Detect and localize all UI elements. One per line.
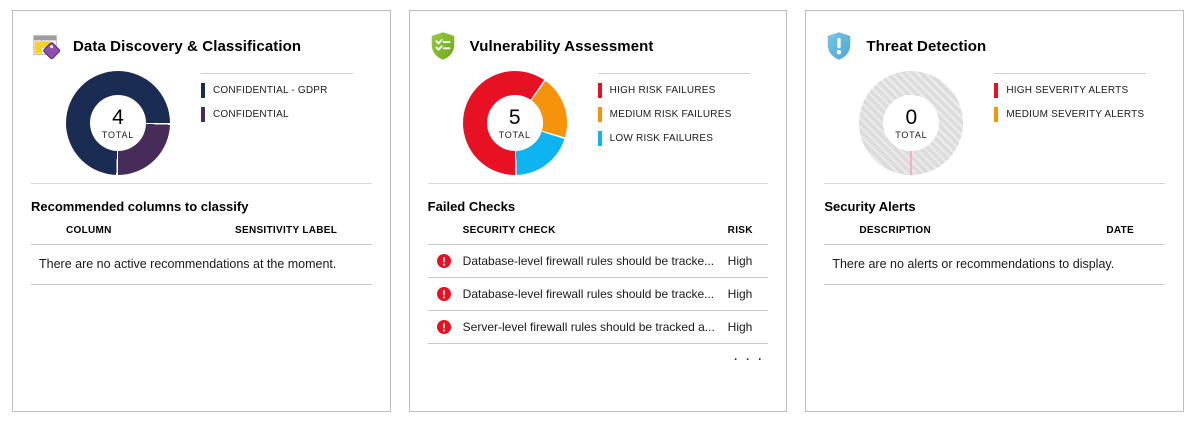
chart-area	[31, 71, 372, 175]
shield-alert-icon	[824, 31, 854, 61]
legend-label: CONFIDENTIAL - GDPR	[213, 85, 328, 96]
vulnerability-donut-chart[interactable]	[463, 71, 567, 175]
donut-total-label: TOTAL	[101, 129, 135, 140]
legend-label: HIGH RISK FAILURES	[609, 85, 716, 96]
card-threat-detection[interactable]	[805, 10, 1184, 412]
failed-check-row[interactable]	[428, 278, 769, 311]
donut-center	[487, 95, 543, 151]
donut-total-label: TOTAL	[498, 129, 531, 140]
classification-table-tag-icon	[31, 31, 61, 61]
security-check-text: Server-level firewall rules should be tracked a...	[462, 320, 715, 334]
shield-checklist-icon	[428, 31, 458, 61]
legend-item-confidential-gdpr[interactable]	[201, 83, 353, 98]
donut-center	[883, 95, 939, 151]
table-header	[31, 216, 372, 245]
legend-label: CONFIDENTIAL	[213, 109, 289, 120]
donut-total-value: 4	[112, 105, 124, 129]
chart-area	[428, 71, 769, 175]
card-title: Threat Detection	[866, 37, 987, 55]
section-title: Failed Checks	[427, 199, 516, 214]
security-check-text: Database-level firewall rules should be tracke...	[462, 287, 715, 301]
card-vulnerability-assessment[interactable]	[409, 10, 788, 412]
column-header-description: DESCRIPTION	[859, 225, 931, 236]
donut-center	[90, 95, 146, 151]
legend-label: HIGH SEVERITY ALERTS	[1006, 85, 1129, 96]
column-header-date: DATE	[1106, 225, 1135, 236]
section-divider	[824, 183, 1165, 184]
section-title: Security Alerts	[824, 199, 916, 214]
error-icon	[437, 254, 451, 268]
legend-label: MEDIUM SEVERITY ALERTS	[1006, 109, 1145, 120]
section-divider	[31, 183, 372, 184]
failed-check-row[interactable]	[428, 245, 769, 278]
legend-item-medium-risk[interactable]	[598, 107, 750, 122]
show-more-ellipsis[interactable]: . . .	[734, 351, 765, 363]
security-check-text: Database-level firewall rules should be tracke...	[462, 254, 715, 268]
donut-total-label: TOTAL	[895, 129, 928, 140]
legend-item-low-risk[interactable]	[598, 131, 750, 146]
card-title: Vulnerability Assessment	[469, 37, 654, 55]
empty-state-message: There are no active recommendations at the moment.	[31, 245, 372, 285]
legend-swatch	[201, 107, 205, 122]
column-header-column: COLUMN	[66, 225, 112, 236]
threat-donut-chart[interactable]	[859, 71, 963, 175]
column-header-risk: RISK	[727, 225, 753, 236]
legend-swatch	[994, 83, 998, 98]
error-icon	[437, 287, 451, 301]
zero-indicator-tick	[910, 150, 912, 175]
card-header	[428, 31, 769, 61]
legend-swatch	[598, 131, 602, 146]
classification-donut-chart[interactable]	[66, 71, 170, 175]
chart-legend	[994, 73, 1146, 175]
failed-check-row[interactable]	[428, 311, 769, 344]
empty-state-message: There are no alerts or recommendations to display.	[824, 245, 1165, 285]
legend-label: LOW RISK FAILURES	[609, 133, 714, 144]
column-header-security-check: SECURITY CHECK	[462, 225, 556, 236]
legend-swatch	[201, 83, 205, 98]
legend-swatch	[598, 83, 602, 98]
card-header	[31, 31, 372, 61]
chart-legend	[598, 73, 750, 175]
table-header	[428, 216, 769, 245]
card-title: Data Discovery & Classification	[73, 37, 302, 55]
error-icon	[437, 320, 451, 334]
table-header	[824, 216, 1165, 245]
chart-legend	[201, 73, 353, 175]
legend-label: MEDIUM RISK FAILURES	[609, 109, 732, 120]
section-title: Recommended columns to classify	[31, 199, 249, 214]
chart-area	[824, 71, 1165, 175]
card-header	[824, 31, 1165, 61]
section-divider	[428, 183, 769, 184]
legend-item-high-severity[interactable]	[994, 83, 1146, 98]
risk-value: High	[727, 320, 753, 334]
legend-item-high-risk[interactable]	[598, 83, 750, 98]
legend-swatch	[994, 107, 998, 122]
column-header-sensitivity-label: SENSITIVITY LABEL	[235, 225, 338, 236]
card-data-discovery-classification[interactable]	[12, 10, 391, 412]
donut-total-value: 0	[905, 105, 918, 129]
risk-value: High	[727, 287, 753, 301]
legend-item-confidential[interactable]	[201, 107, 353, 122]
donut-total-value: 5	[508, 105, 521, 129]
legend-swatch	[598, 107, 602, 122]
risk-value: High	[727, 254, 753, 268]
legend-item-medium-severity[interactable]	[994, 107, 1146, 122]
